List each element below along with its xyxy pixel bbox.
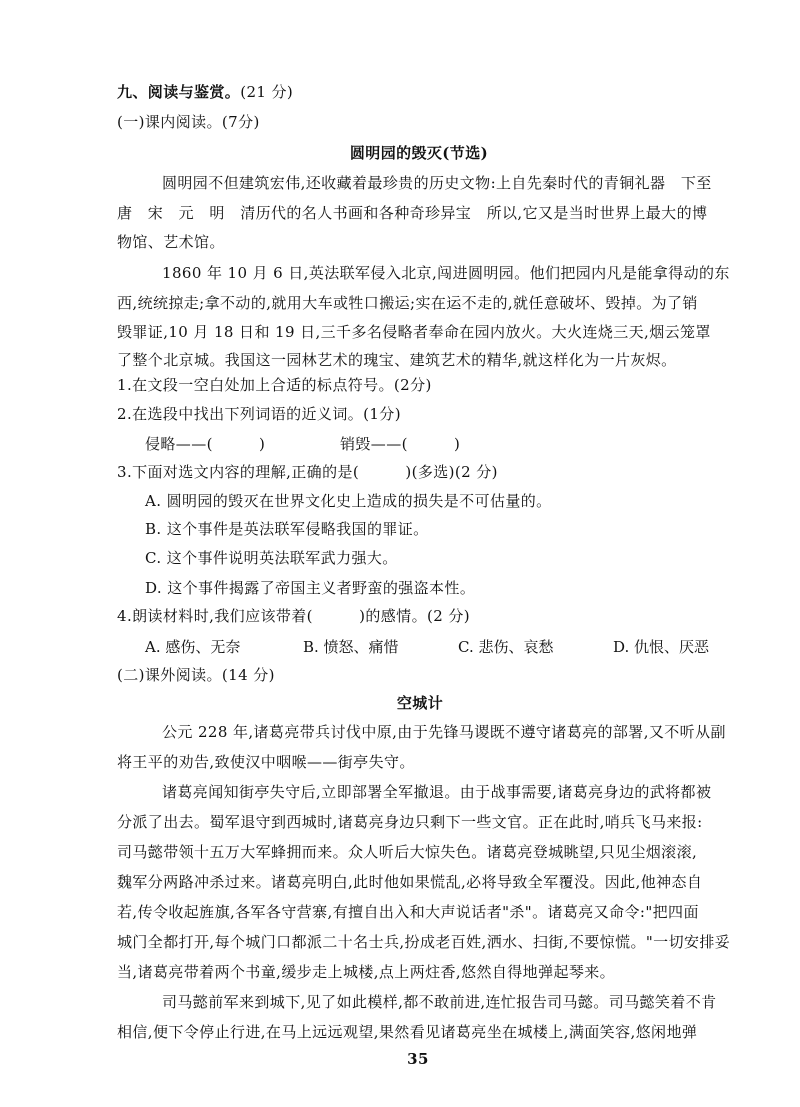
passage-line: 公元 228 年,诸葛亮带兵讨伐中原,由于先锋马谡既不遵守诸葛亮的部署,又不听从副 xyxy=(162,723,726,741)
question-3-option-c: C. 这个事件说明英法联军武力强大。 xyxy=(145,549,398,567)
question-4-option-d: D. 仇恨、厌恶 xyxy=(613,638,710,656)
page-number: 35 xyxy=(407,1050,429,1068)
question-4: 4.朗读材料时,我们应该带着( )的感情。(2 分) xyxy=(117,607,471,625)
synonym-blank-2: 销毁——( ) xyxy=(340,435,461,453)
passage-line: 唐 宋 元 明 清历代的名人书画和各种奇珍异宝 所以,它又是当时世界上最大的博 xyxy=(117,204,708,222)
passage-line: 司马懿前军来到城下,见了如此模样,都不敢前进,连忙报告司马懿。司马懿笑着不肯 xyxy=(162,993,717,1011)
section-heading-text: 九、阅读与鉴赏。 xyxy=(117,83,241,101)
section-score: (21 分) xyxy=(240,83,294,101)
passage-line: 西,统统掠走;拿不动的,就用大车或牲口搬运;实在运不走的,就任意破坏、毁掉。为了销 xyxy=(117,294,698,312)
passage-title-yuanmingyuan: 圆明园的毁灭(节选) xyxy=(349,144,489,162)
passage-line: 圆明园不但建筑宏伟,还收藏着最珍贵的历史文物:上自先秦时代的青铜礼器 下至 xyxy=(162,174,712,192)
question-1: 1.在文段一空白处加上合适的标点符号。(2分) xyxy=(117,376,432,394)
passage-line: 魏军分两路冲杀过来。诸葛亮明白,此时他如果慌乱,必将导致全军覆没。因此,他神态自 xyxy=(117,873,703,891)
question-4-option-c: C. 悲伤、哀愁 xyxy=(458,638,554,656)
passage-line: 当,诸葛亮带着两个书童,缓步走上城楼,点上两炷香,悠然自得地弹起琴来。 xyxy=(117,963,616,981)
question-4-option-a: A. 感伤、无奈 xyxy=(145,638,241,656)
synonym-blank-1: 侵略——( ) xyxy=(145,435,266,453)
question-4-option-b: B. 愤怒、痛惜 xyxy=(303,638,399,656)
question-2: 2.在选段中找出下列词语的近义词。(1分) xyxy=(117,405,401,423)
passage-line: 城门全都打开,每个城门口都派二十名士兵,扮成老百姓,洒水、扫街,不要惊慌。"一切安排妥 xyxy=(117,933,731,951)
question-3: 3.下面对选文内容的理解,正确的是( )(多选)(2 分) xyxy=(117,463,498,481)
passage-line: 将王平的劝告,致使汉中咽喉——街亭失守。 xyxy=(117,753,415,771)
part-one-heading: (一)课内阅读。(7分) xyxy=(117,113,260,131)
question-3-option-b: B. 这个事件是英法联军侵略我国的罪证。 xyxy=(145,520,429,538)
part-two-heading: (二)课外阅读。(14 分) xyxy=(117,666,275,684)
passage-line: 1860 年 10 月 6 日,英法联军侵入北京,闯进圆明园。他们把园内凡是能拿得动的东 xyxy=(162,264,730,282)
question-3-option-d: D. 这个事件揭露了帝国主义者野蛮的强盗本性。 xyxy=(145,579,476,597)
passage-line: 分派了出去。蜀军退守到西城时,诸葛亮身边只剩下一些文官。正在此时,哨兵飞马来报: xyxy=(117,813,703,831)
passage-line: 司马懿带领十五万大军蜂拥而来。众人听后大惊失色。诸葛亮登城眺望,只见尘烟滚滚, xyxy=(117,843,698,861)
passage-title-kongchengji: 空城计 xyxy=(396,694,444,712)
passage-line: 若,传令收起旌旗,各军各守营寨,有擅自出入和大声说话者"杀"。诸葛亮又命令:"把四面 xyxy=(117,903,699,921)
passage-line: 相信,便下令停止行进,在马上远远观望,果然看见诸葛亮坐在城楼上,满面笑容,悠闲地弹 xyxy=(117,1023,698,1041)
passage-line: 了整个北京城。我国这一园林艺术的瑰宝、建筑艺术的精华,就这样化为一片灰烬。 xyxy=(117,351,677,369)
passage-line: 毁罪证,10 月 18 日和 19 日,三千多名侵略者奉命在园内放火。大火连烧三天,烟云笼罩 xyxy=(117,323,711,341)
question-3-option-a: A. 圆明园的毁灭在世界文化史上造成的损失是不可估量的。 xyxy=(145,492,552,510)
passage-line: 物馆、艺术馆。 xyxy=(117,233,225,251)
passage-line: 诸葛亮闻知街亭失守后,立即部署全军撤退。由于战事需要,诸葛亮身边的武将都被 xyxy=(162,783,712,801)
section-heading xyxy=(117,82,293,102)
